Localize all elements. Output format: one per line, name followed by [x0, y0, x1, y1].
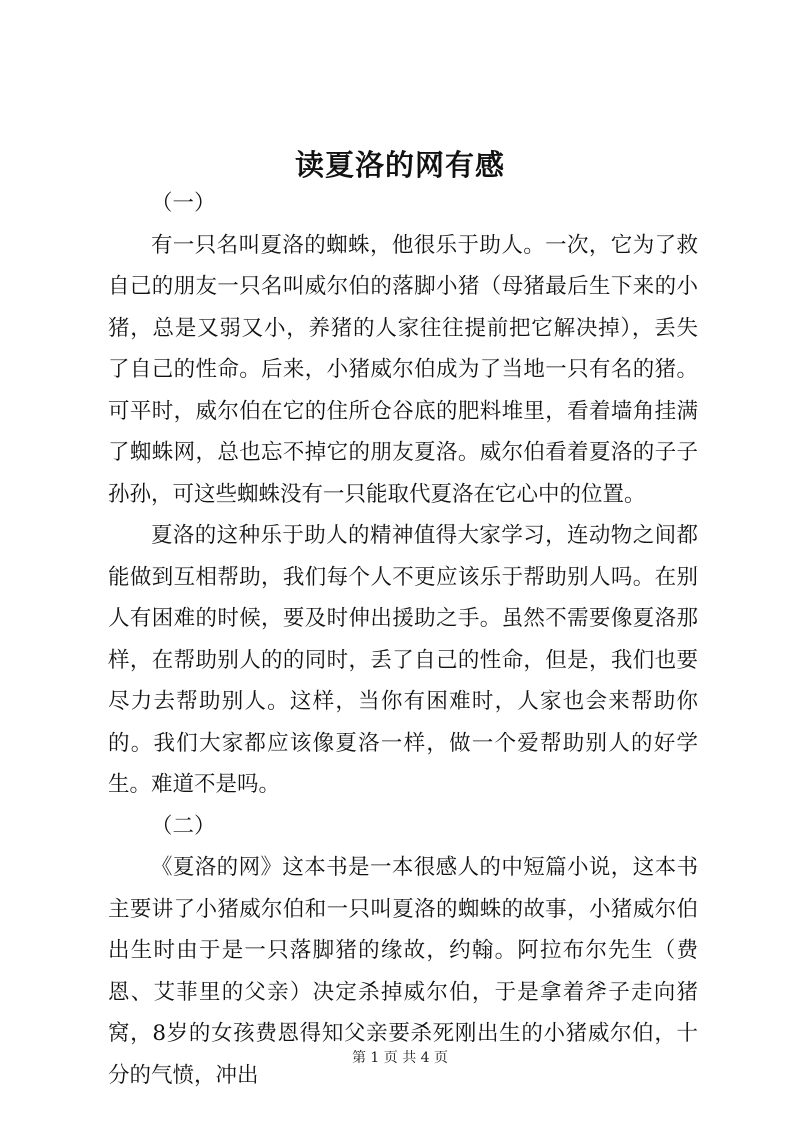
- paragraph: 有一只名叫夏洛的蜘蛛，他很乐于助人。一次，它为了救自己的朋友一只名叫威尔伯的落脚小猪（母猪最后生下来的小猪，总是又弱又小，养猪的人家往往提前把它解决掉），丢失了自己的性命。后来，小猪威尔伯成为了当地一只有名的猪。可平时，威尔伯在它的住所仓谷底的肥料堆里，看着墙角挂满了蜘蛛网，总也忘不掉它的朋友夏洛。威尔伯看着夏洛的子子孙孙，可这些蜘蛛没有一只能取代夏洛在它心中的位置。: [108, 232, 698, 507]
- paragraph: 《夏洛的网》这本书是一本很感人的中短篇小说，这本书主要讲了小猪威尔伯和一只叫夏洛的蜘蛛的故事，小猪威尔伯出生时由于是一只落脚猪的缘故，约翰。阿拉布尔先生（费恩、艾菲里的父亲）决定杀掉威尔伯，于是拿着斧子走向猪窝，8岁的女孩费恩得知父亲要杀死刚出生的小猪威尔伯，十分的气愤，冲出: [108, 855, 698, 1088]
- page-footer: 第 1 页 共 4 页: [351, 1050, 449, 1066]
- document-title: 读夏洛的网有感: [294, 148, 505, 182]
- document-body: [108, 183, 698, 1096]
- section-label-1: （一）: [151, 191, 216, 216]
- section-label-2: （二）: [151, 813, 216, 839]
- paragraph: 夏洛的这种乐于助人的精神值得大家学习，连动物之间都能做到互相帮助，我们每个人不更应该乐于帮助别人吗。在别人有困难的时候，要及时伸出援助之手。虽然不需要像夏洛那样，在帮助别人的的同时，丢了自己的性命，但是，我们也要尽力去帮助别人。这样，当你有困难时，人家也会来帮助你的。我们大家都应该像夏洛一样，做一个爱帮助别人的好学生。难道不是吗。: [108, 523, 698, 797]
